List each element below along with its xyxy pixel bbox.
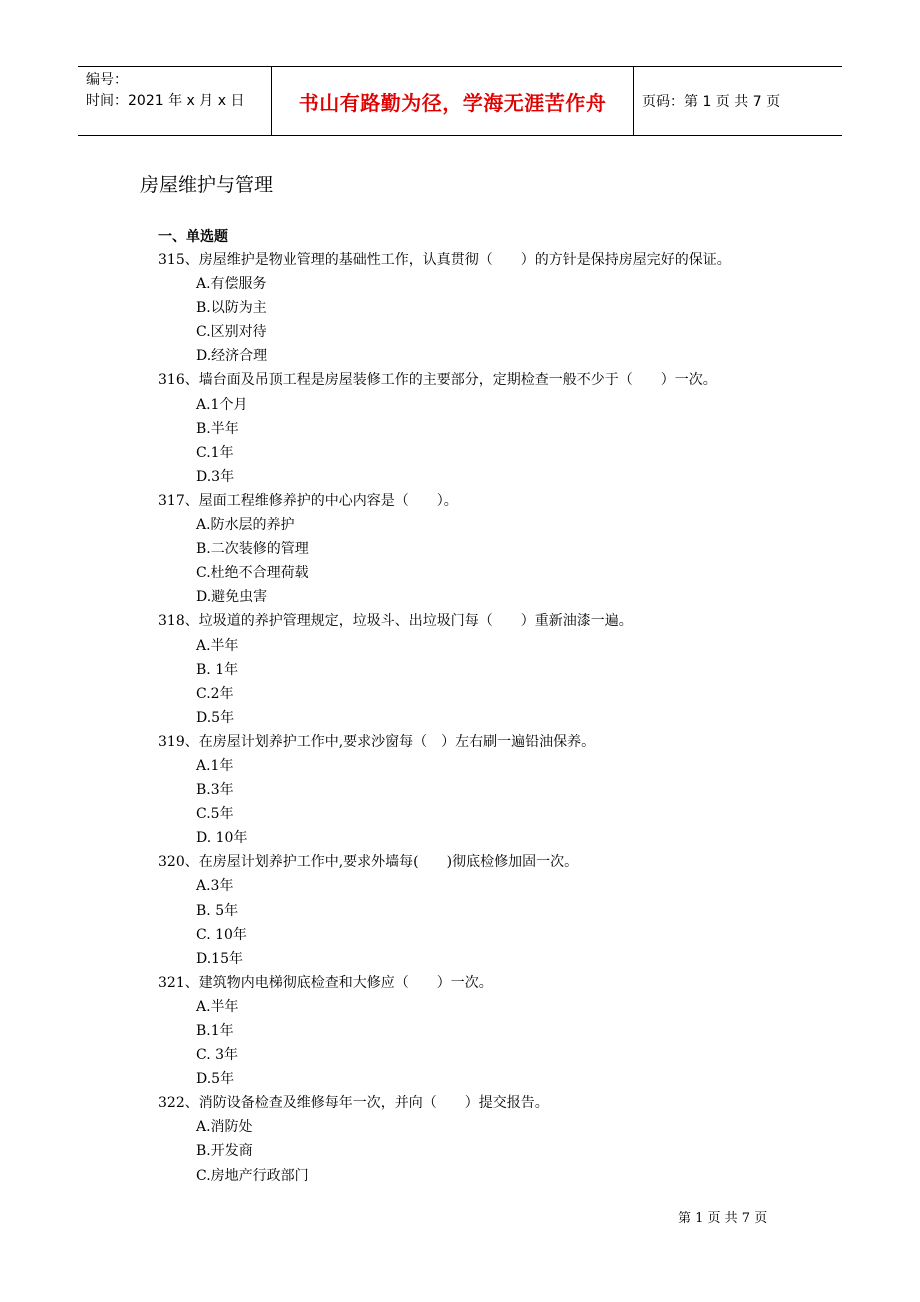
answer-option: C.2年 [196, 685, 234, 702]
answer-option: A.1个月 [196, 396, 248, 413]
answer-option: D.3年 [196, 468, 235, 485]
answer-option: A.防水层的养护 [196, 517, 295, 534]
question-item [158, 609, 838, 729]
answer-option: D.避免虫害 [196, 589, 268, 606]
header-meta-cell [78, 67, 272, 135]
question-item [158, 850, 838, 970]
answer-option: A.半年 [196, 637, 239, 654]
answer-option: B. 5年 [196, 902, 239, 919]
question-stem: 316、墙台面及吊顶工程是房屋装修工作的主要部分，定期检查一般不少于（ ）一次。 [158, 372, 717, 389]
answer-option: A.消防处 [196, 1119, 253, 1136]
page-header [78, 66, 842, 136]
answer-option: B.1年 [196, 1023, 234, 1039]
question-stem: 317、屋面工程维修养护的中心内容是（ ）。 [158, 492, 458, 509]
answer-option: C. 3年 [196, 1047, 239, 1064]
answer-option: C.5年 [196, 806, 234, 823]
answer-option: A.有偿服务 [196, 276, 267, 293]
question-stem: 318、垃圾道的养护管理规定，垃圾斗、出垃圾门每（ ）重新油漆一遍。 [158, 613, 633, 630]
answer-option: C.房地产行政部门 [196, 1167, 309, 1184]
question-item [158, 489, 838, 609]
answer-option: D.5年 [196, 709, 235, 726]
answer-option: C.1年 [196, 444, 234, 461]
answer-option: D. 10年 [196, 830, 248, 847]
question-stem: 321、建筑物内电梯彻底检查和大修应（ ）一次。 [158, 974, 493, 991]
question-item [158, 971, 838, 1091]
answer-option: B.半年 [196, 420, 239, 437]
answer-option: B.二次装修的管理 [196, 541, 309, 558]
answer-option: D.经济合理 [196, 348, 268, 365]
answer-option: B. 1年 [196, 661, 239, 678]
answer-option: C. 10年 [196, 926, 247, 943]
question-list [158, 248, 838, 1188]
question-stem: 319、在房屋计划养护工作中,要求沙窗每（ ）左右刷一遍铅油保养。 [158, 733, 596, 750]
document-title: 房屋维护与管理 [140, 174, 274, 196]
answer-option: C.区别对待 [196, 324, 267, 341]
question-item [158, 730, 838, 850]
answer-option: B.以防为主 [196, 300, 267, 317]
page-footer: 第 1 页 共 7 页 [678, 1211, 768, 1226]
answer-option: D.5年 [196, 1071, 235, 1088]
answer-option: C.杜绝不合理荷载 [196, 565, 309, 582]
question-item [158, 248, 838, 368]
section-heading: 一、单选题 [158, 229, 228, 245]
answer-option: A.3年 [196, 878, 234, 895]
answer-option: A.半年 [196, 998, 239, 1015]
question-stem: 322、消防设备检查及维修每年一次，并向（ ）提交报告。 [158, 1095, 549, 1112]
answer-option: B.开发商 [196, 1143, 253, 1160]
date-label: 时间：2021 年 x 月 x 日 [86, 93, 245, 109]
answer-option: B.3年 [196, 782, 234, 799]
header-motto: 书山有路勤为径，学海无涯苦作舟 [272, 67, 634, 135]
question-stem: 315、房屋维护是物业管理的基础性工作，认真贯彻（ ）的方针是保持房屋完好的保证。 [158, 252, 731, 268]
answer-option: A.1年 [196, 757, 234, 774]
question-item [158, 1091, 838, 1187]
header-page-info: 页码：第 1 页 共 7 页 [642, 94, 781, 110]
question-stem: 320、在房屋计划养护工作中,要求外墙每( )彻底检修加固一次。 [158, 854, 579, 871]
serial-number-label: 编号： [86, 72, 128, 88]
answer-option: D.15年 [196, 950, 243, 967]
question-item [158, 368, 838, 488]
